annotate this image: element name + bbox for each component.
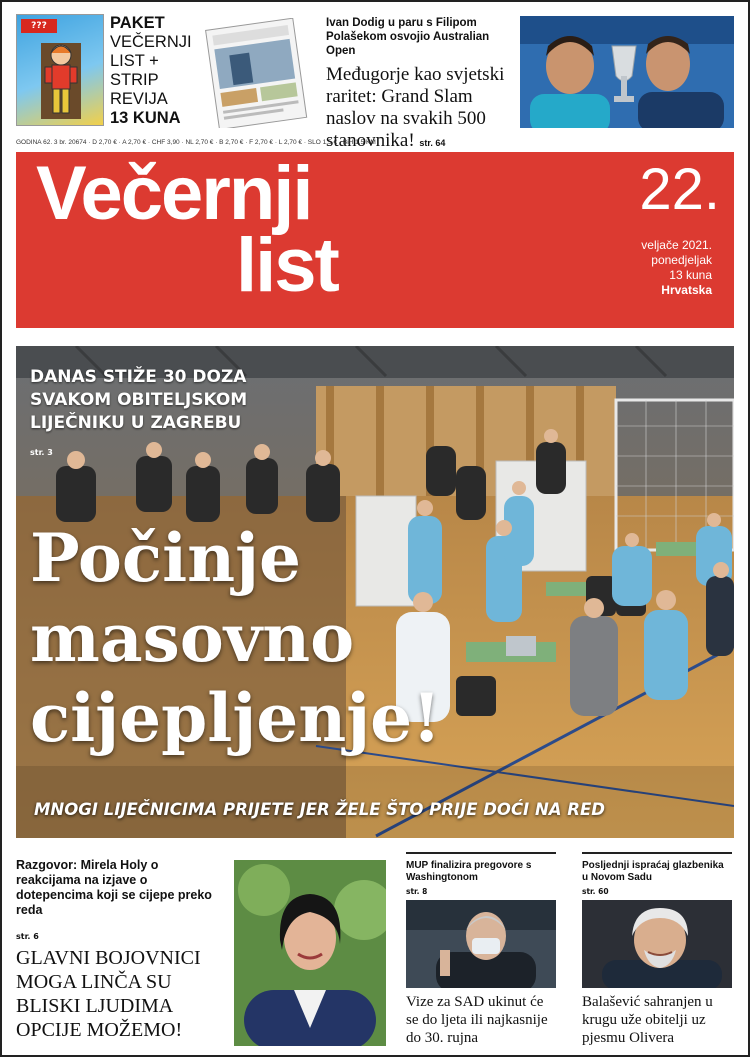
minister-photo: [406, 900, 556, 988]
lead-story-page-ref: str. 3: [30, 448, 53, 457]
promo-package-text: [110, 14, 200, 128]
logo-line-2: list: [236, 223, 338, 308]
story-visa-kicker: MUP finalizira pregovore s Washingtonom: [406, 860, 532, 883]
top-story[interactable]: [326, 16, 516, 154]
tennis-players-photo: [520, 16, 734, 128]
story-visa[interactable]: [406, 852, 556, 1047]
issue-day-number: 22.: [639, 157, 720, 222]
issue-date-block: [641, 238, 712, 298]
story-balasevic-page-ref: str. 60: [582, 887, 609, 896]
comic-cover-image: [16, 14, 104, 126]
comic-masthead: ???: [21, 19, 57, 33]
musician-photo: [582, 900, 732, 988]
lead-story-deck: MNOGI LIJEČNICIMA PRIJETE JER ŽELE ŠTO PRIJE DOĆI NA RED: [34, 800, 605, 819]
interview-headline[interactable]: GLAVNI BOJOVNICI MOGA LINČA SU BLISKI LJUDIMA OPCIJE MOŽEMO!: [16, 947, 201, 1041]
lead-story-headline[interactable]: Počinje masovno cijepljenje!: [30, 519, 442, 757]
story-balasevic[interactable]: [582, 852, 732, 1047]
lead-story-kicker: DANAS STIŽE 30 DOZA SVAKOM OBITELJSKOM LIJEČNIKU U ZAGREBU: [30, 367, 248, 433]
promo-line: STRIP: [110, 71, 159, 89]
newspaper-logo[interactable]: [36, 151, 338, 308]
column-rule: [406, 852, 556, 854]
promo-line: PAKET: [110, 14, 165, 32]
interviewee-portrait-photo: [234, 860, 386, 1046]
column-rule: [582, 852, 732, 854]
top-story-headline-text: Međugorje kao svjetski raritet: Grand Slam naslov na svakih 500 stanovnika!: [326, 64, 505, 151]
issue-weekday: ponedjeljak: [651, 253, 712, 267]
promo-line: REVIJA: [110, 90, 168, 108]
price-info-line: GODINA 62. 3 br. 20674 · D 2,70 € · A 2,70 € · CHF 3,90 · NL 2,70 € · B 2,70 € · F 2,70 € · L 2,70 € · SLO 1,5 € · BiH 1,5 KM: [16, 139, 376, 146]
interview-page-ref: str. 6: [16, 932, 39, 941]
story-balasevic-headline[interactable]: Balašević sahranjen u krugu uže obitelji uz pjesmu Olivera: [582, 994, 713, 1046]
top-story-page-ref: str. 64: [419, 138, 446, 148]
story-visa-page-ref: str. 8: [406, 887, 428, 896]
photo-credit: [740, 18, 748, 78]
promo-line: VEČERNJI: [110, 33, 192, 51]
promo-line: LIST +: [110, 52, 159, 70]
masthead: [16, 152, 734, 328]
logo-line-1: Večernji: [36, 151, 312, 236]
issue-price: 13 kuna: [669, 268, 712, 282]
issue-date: veljače 2021.: [641, 238, 712, 252]
interview-kicker: Razgovor: Mirela Holy o reakcijama na izjave o dotepencima koji se cijepe preko reda: [16, 858, 212, 917]
issue-edition: Hrvatska: [661, 283, 712, 297]
lead-story[interactable]: [16, 346, 734, 838]
story-visa-headline[interactable]: Vize za SAD ukinut će se do ljeta ili najkasnije do 30. rujna: [406, 994, 548, 1046]
magazine-cover-image: [202, 18, 308, 128]
promo-line: 13 KUNA: [110, 109, 181, 127]
top-story-kicker: Ivan Dodig u paru s Filipom Polašekom osvojio Australian Open: [326, 17, 490, 57]
comic-hero-illustration: [41, 43, 81, 119]
story-balasevic-kicker: Posljednji ispraćaj glazbenika u Novom Sadu: [582, 860, 724, 883]
